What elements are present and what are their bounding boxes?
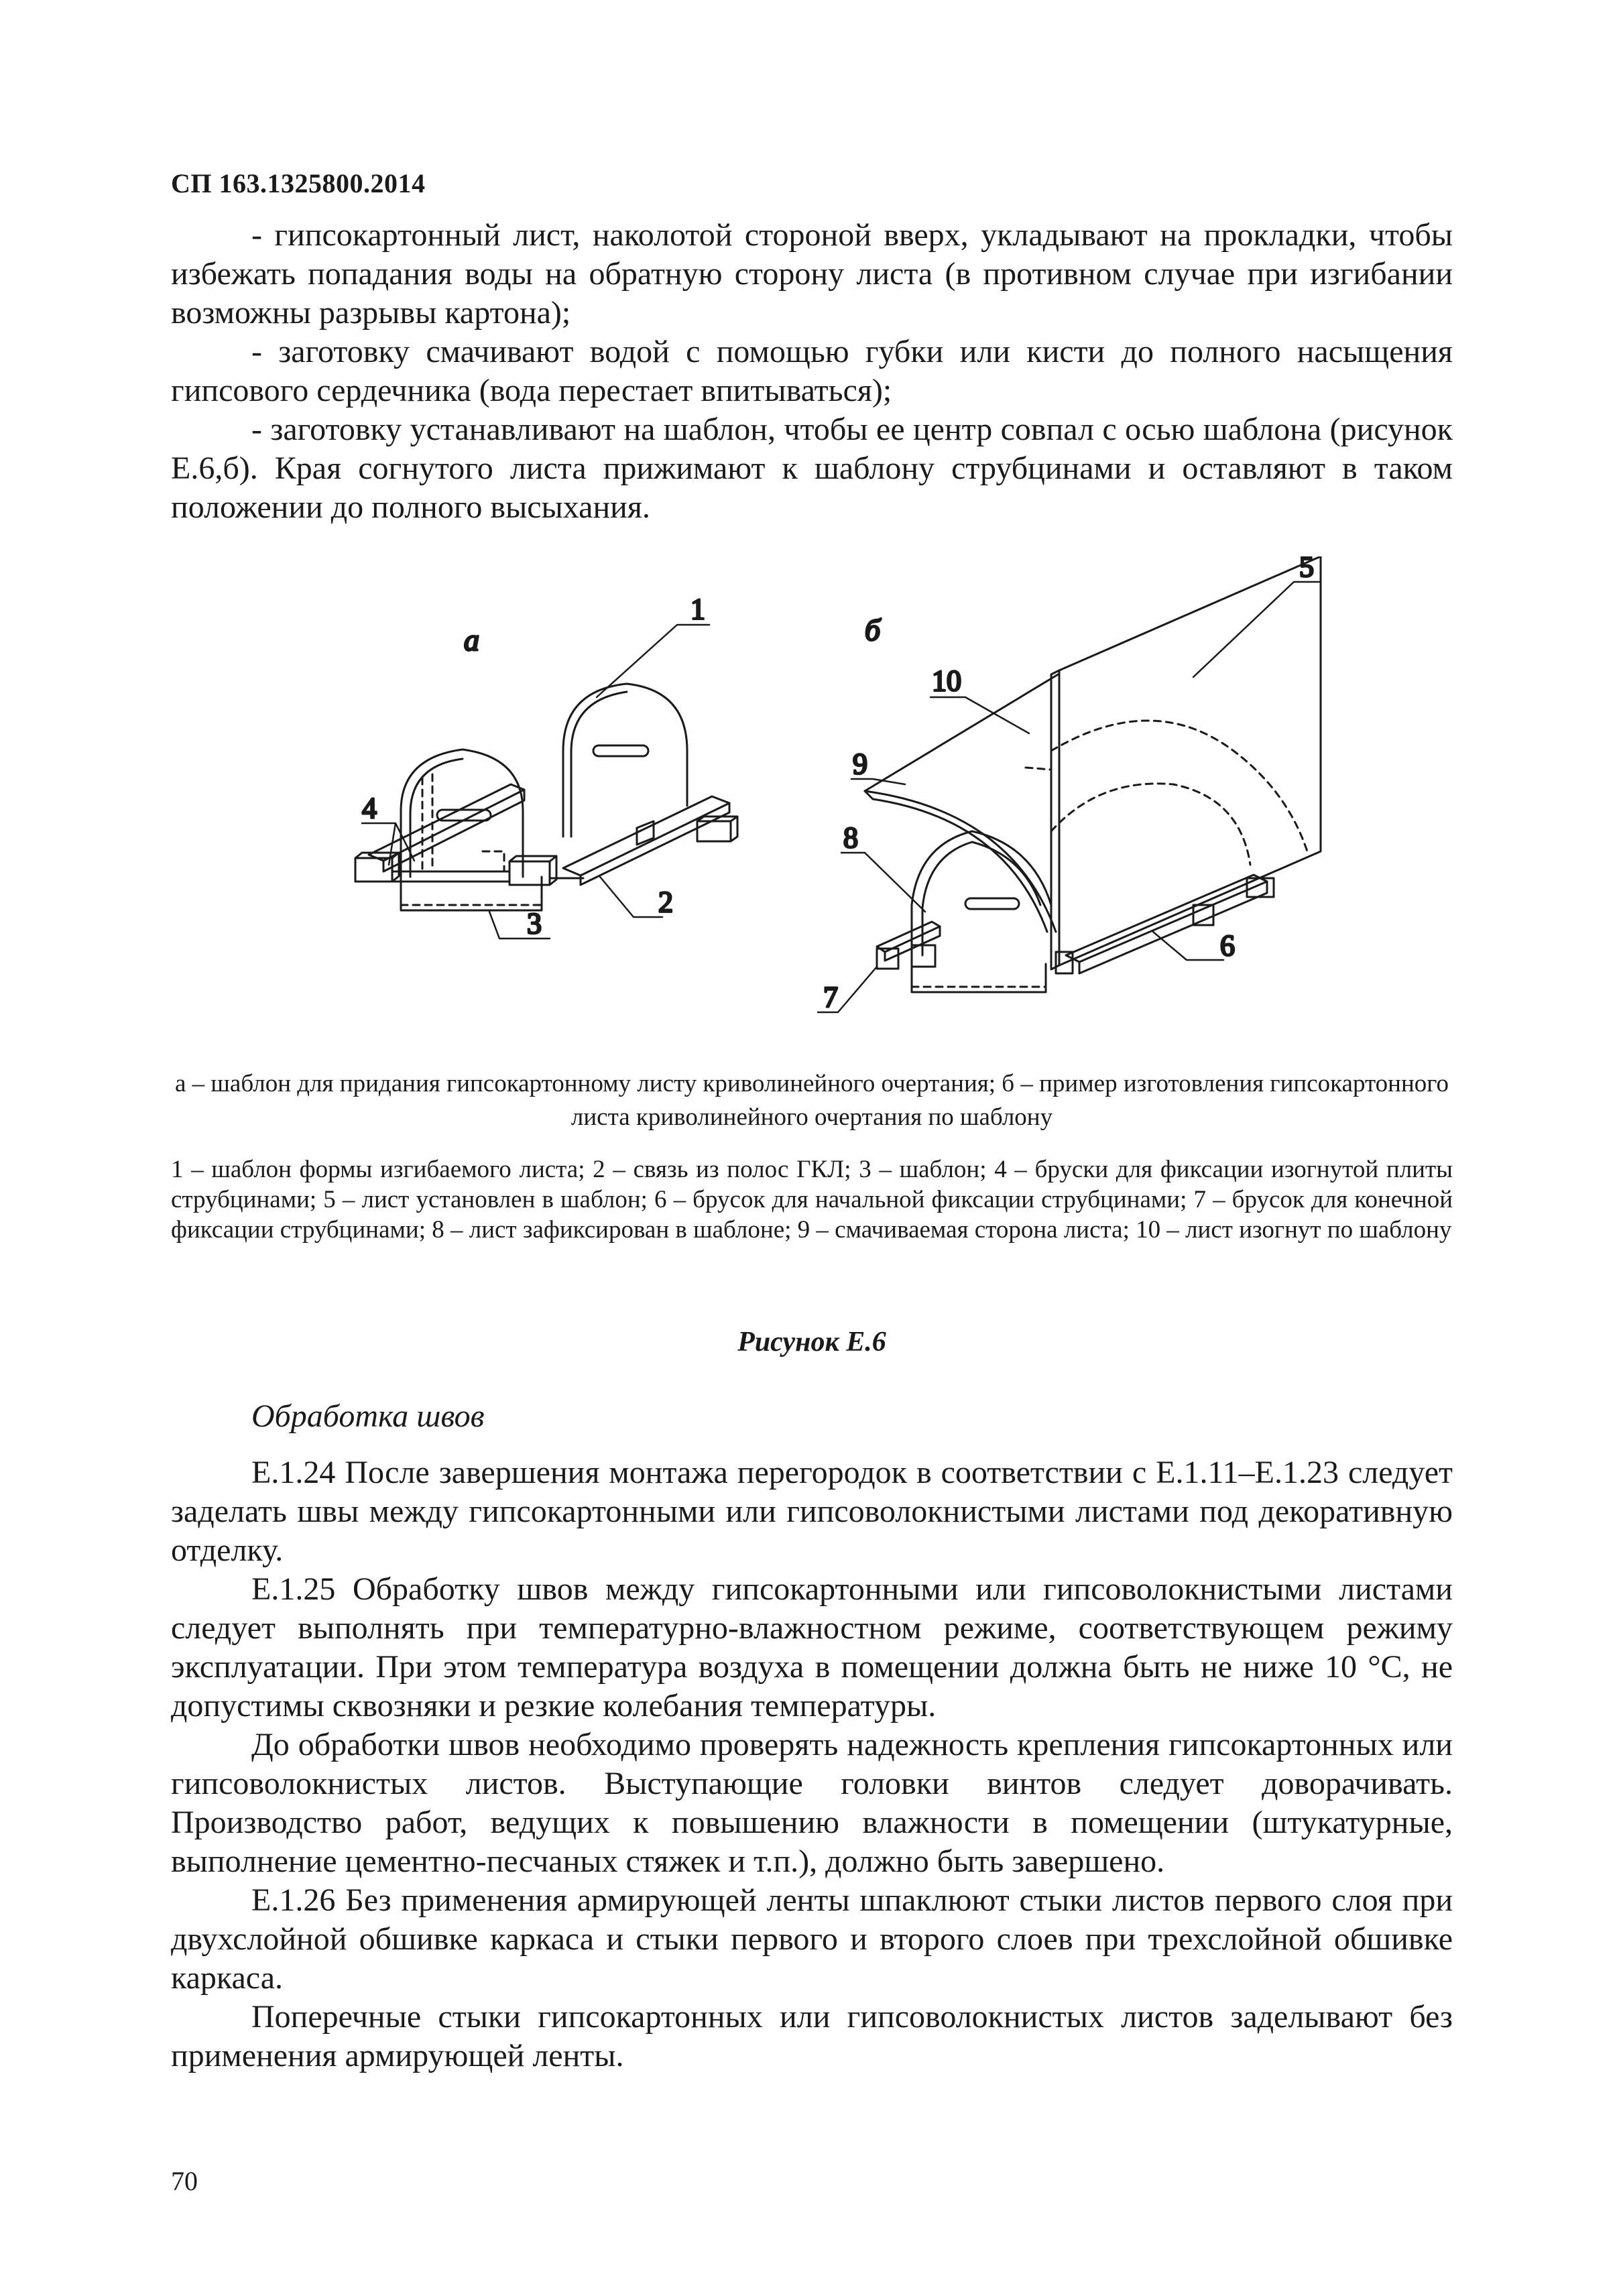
page-number: 70: [171, 2166, 198, 2196]
label-7: 7: [823, 981, 838, 1014]
document-code: СП 163.1325800.2014: [171, 168, 426, 198]
template-base: [912, 964, 1046, 992]
panel-a-letter: а: [464, 623, 479, 657]
panel-a-drawing: [355, 625, 737, 939]
body-text: [171, 1453, 1453, 2075]
clamp-block: [355, 853, 399, 882]
paragraph: Поперечные стыки гипсокартонных или гипсоволокнистых листов заделывают без применения армирующей ленты.: [171, 1999, 1453, 2073]
label-10: 10: [932, 664, 961, 697]
label-8: 8: [843, 821, 858, 854]
figure-legend: 1 – шаблон формы изгибаемого листа; 2 – связь из полос ГКЛ; 3 – шаблон; 4 – бруски для фиксации изогнутой плиты струбцинами; 5 – лист установлен в шаблон; 6 – брусок для начальной фиксации струбцинами; 7 – брусок для конечной фиксации струбцинами; 8 – лист зафиксирован в шаблоне; 9 – смачиваемая сторона листа; 10 – лист изогнут по шаблону: [171, 1156, 1453, 1244]
paragraph: До обработки швов необходимо проверять надежность крепления гипсокартонных или гипсоволокнистых листов. Выступающие головки винтов следует доворачивать. Производство работ, ведущих к повышению влажности в помещении (штукатурные, выполнение цементно-песчаных стяжек и т.п.), должно быть завершено.: [171, 1727, 1453, 1879]
label-1: 1: [690, 593, 705, 625]
label-2: 2: [658, 886, 673, 918]
label-3: 3: [527, 907, 542, 940]
standing-sheet: [1059, 556, 1321, 965]
intro-text: [171, 216, 1453, 527]
rear-template: [563, 684, 687, 837]
paragraph: Е.1.26 Без применения армирующей ленты шпаклюют стыки листов первого слоя при двухслойной обшивке каркаса и стыки первого и второго слоев при трехслойной обшивке каркаса.: [171, 1882, 1453, 1996]
panel-b-letter: б: [865, 613, 881, 647]
long-bar-lower: [563, 796, 729, 875]
panel-b-drawing: [818, 556, 1321, 1012]
rear-template-slot: [593, 745, 648, 756]
figure-title: Рисунок Е.6: [737, 1327, 886, 1357]
label-5: 5: [1299, 556, 1314, 583]
side-bar: [877, 922, 940, 952]
paragraph: - заготовку смачивают водой с помощью губки или кисти до полного насыщения гипсового сердечника (вода перестает впитываться);: [171, 334, 1453, 408]
rear-template-edge: [571, 692, 627, 837]
template-slot: [965, 898, 1019, 909]
label-9: 9: [853, 747, 867, 780]
label-6: 6: [1220, 929, 1235, 962]
figure-caption: а – шаблон для придания гипсокартонному листу криволинейного очертания; б – пример изготовления гипсокартонного листа криволинейного очертания по шаблону: [174, 1070, 1449, 1131]
technical-drawing: [328, 556, 1334, 1026]
label-4: 4: [362, 792, 377, 825]
figure-e6-drawing: [328, 556, 1334, 1026]
clamp-block: [697, 817, 737, 841]
paragraph: Е.1.24 После завершения монтажа перегородок в соответствии с Е.1.11–Е.1.23 следует заделать швы между гипсокартонными или гипсоволокнистыми листами под декоративную отделку.: [171, 1455, 1453, 1568]
paragraph: - заготовку устанавливают на шаблон, чтобы ее центр совпал с осью шаблона (рисунок Е.6,б). Края согнутого листа прижимают к шаблону струбцинами и оставляют в таком положении до полного высыхания.: [171, 412, 1453, 525]
paragraph: Е.1.25 Обработку швов между гипсокартонными или гипсоволокнистыми листами следует выполнять при температурно-влажностном режиме, соответствующем режиму эксплуатации. При этом температура воздуха в помещении должна быть не ниже 10 °С, не допустимы сквозняки и резкие колебания температуры.: [171, 1571, 1453, 1724]
clamp-block: [509, 856, 556, 885]
template-arch: [912, 831, 1051, 955]
section-title: Обработка швов: [251, 1398, 485, 1434]
paragraph: - гипсокартонный лист, наколотой стороной вверх, укладывают на прокладки, чтобы избежать попадания воды на обратную сторону листа (в противном случае при изгибании возможны разрывы картона);: [171, 217, 1453, 330]
